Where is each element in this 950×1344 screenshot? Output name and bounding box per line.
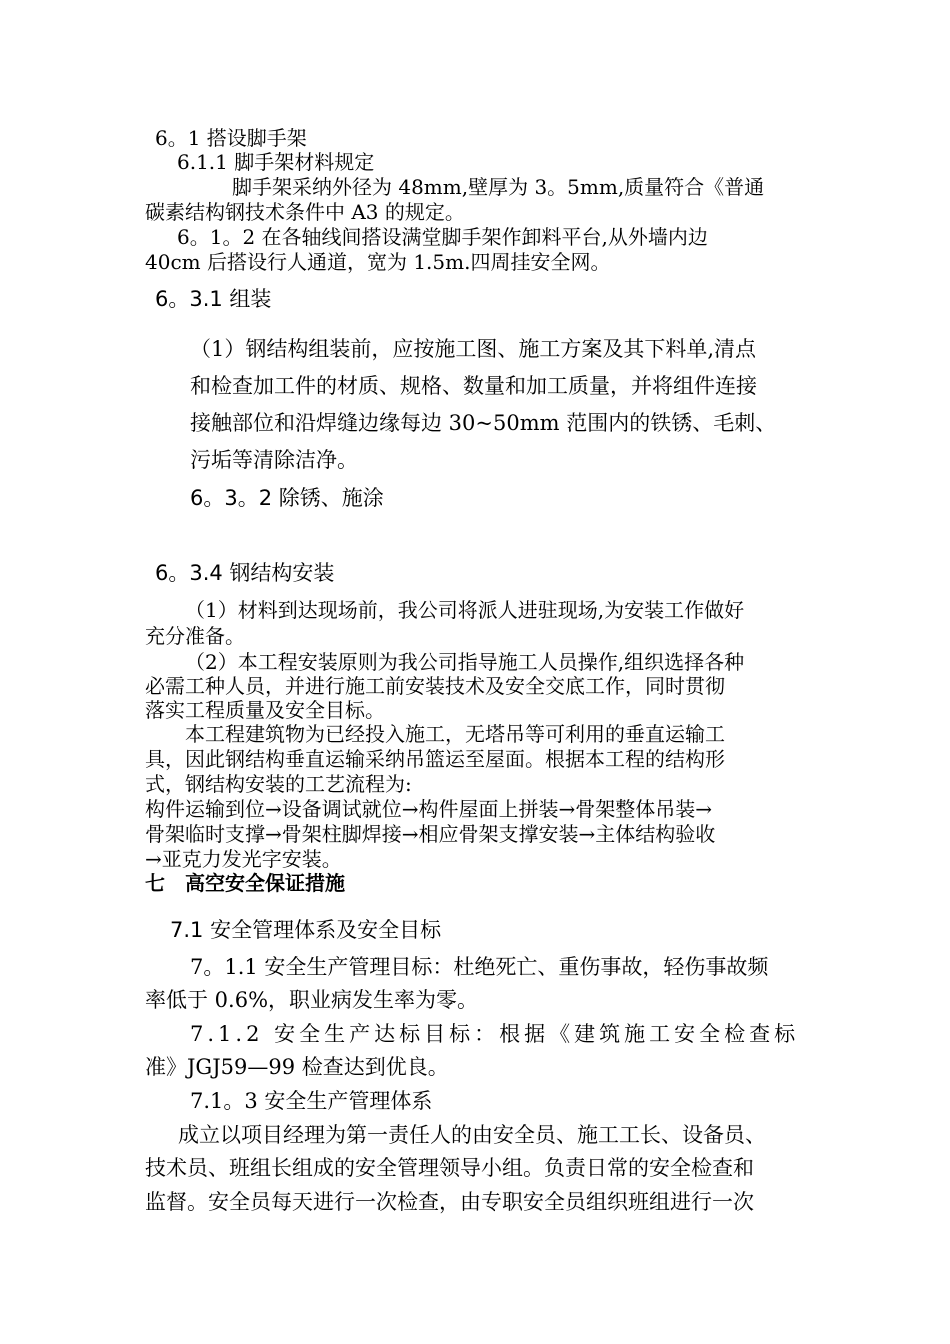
section-7-1-1-line-1: 7。1.1 安全生产管理目标：杜绝死亡、重伤事故，轻伤事故频 <box>190 955 769 979</box>
section-7-1-heading: 7.1 安全管理体系及安全目标 <box>170 918 442 942</box>
section-7-1-3-line-3: 监督。安全员每天进行一次检查，由专职安全员组织班组进行一次 <box>145 1190 754 1214</box>
section-6-3-1-line-2: 和检查加工件的材质、规格、数量和加工质量，并将组件连接 <box>190 374 757 398</box>
process-flow-line-1: 构件运输到位→设备调试就位→构件屋面上拼装→骨架整体吊装→ <box>145 797 713 821</box>
section-6-1-heading: 6。1 搭设脚手架 <box>155 126 307 150</box>
section-6-3-4-item-1-line-1: （1）材料到达现场前，我公司将派人进驻现场,为安装工作做好 <box>185 598 745 622</box>
section-6-3-4-item-2-line-2: 必需工种人员，并进行施工前安装技术及安全交底工作，同时贯彻 <box>145 674 725 698</box>
section-6-3-1-line-1: （1）钢结构组装前，应按施工图、施工方案及其下料单,清点 <box>190 337 757 361</box>
section-7-1-3-line-1: 成立以项目经理为第一责任人的由安全员、施工工长、设备员、 <box>178 1123 766 1147</box>
section-6-3-1-line-4: 污垢等清除洁净。 <box>190 448 358 472</box>
section-7-1-3-heading: 7.1。3 安全生产管理体系 <box>190 1089 433 1113</box>
section-6-3-4-item-2-line-1: （2）本工程安装原则为我公司指导施工人员操作,组织选择各种 <box>185 650 745 674</box>
section-6-3-4-item-1-line-2: 充分准备。 <box>145 624 245 648</box>
process-flow-line-2: 骨架临时支撑→骨架柱脚焊接→相应骨架支撑安装→主体结构验收 <box>145 822 716 846</box>
section-7-1-2-line-1: 7.1.2 安全生产达标目标：根据《建筑施工安全检查标 <box>190 1022 800 1046</box>
section-6-1-2-line-1: 6。1。2 在各轴线间搭设满堂脚手架作卸料平台,从外墙内边 <box>177 225 708 249</box>
section-6-3-4-para-3-line-3: 式，钢结构安装的工艺流程为: <box>145 772 412 796</box>
section-7-1-2-line-2: 准》JGJ59—99 检查达到优良。 <box>145 1055 449 1079</box>
section-7-1-1-line-2: 率低于 0.6%，职业病发生率为零。 <box>145 988 479 1012</box>
section-6-3-4-para-3-line-1: 本工程建筑物为已经投入施工，无塔吊等可利用的垂直运输工 <box>185 722 725 746</box>
section-6-3-4-heading: 6。3.4 钢结构安装 <box>155 561 335 585</box>
section-6-3-1-heading: 6。3.1 组装 <box>155 287 272 311</box>
section-6-3-4-para-3-line-2: 具，因此钢结构垂直运输采纳吊篮运至屋面。根据本工程的结构形 <box>145 747 725 771</box>
chapter-7-heading: 七 高空安全保证措施 <box>145 871 345 895</box>
section-6-1-2-line-2: 40cm 后搭设行人通道，宽为 1.5m.四周挂安全网。 <box>145 250 611 274</box>
section-6-3-1-line-3: 接触部位和沿焊缝边缘每边 30~50mm 范围内的铁锈、毛刺、 <box>190 411 777 435</box>
section-6-1-1-line-1: 脚手架采纳外径为 48mm,壁厚为 3。5mm,质量符合《普通 <box>232 175 765 199</box>
section-6-1-1-heading: 6.1.1 脚手架材料规定 <box>177 150 375 174</box>
section-6-3-4-item-2-line-3: 落实工程质量及安全目标。 <box>145 698 385 722</box>
section-6-1-1-line-2: 碳素结构钢技术条件中 A3 的规定。 <box>145 200 465 224</box>
process-flow-line-3: →亚克力发光字安装。 <box>145 847 342 871</box>
section-7-1-3-line-2: 技术员、班组长组成的安全管理领导小组。负责日常的安全检查和 <box>145 1156 754 1180</box>
section-6-3-2-heading: 6。3。2 除锈、施涂 <box>190 486 384 510</box>
